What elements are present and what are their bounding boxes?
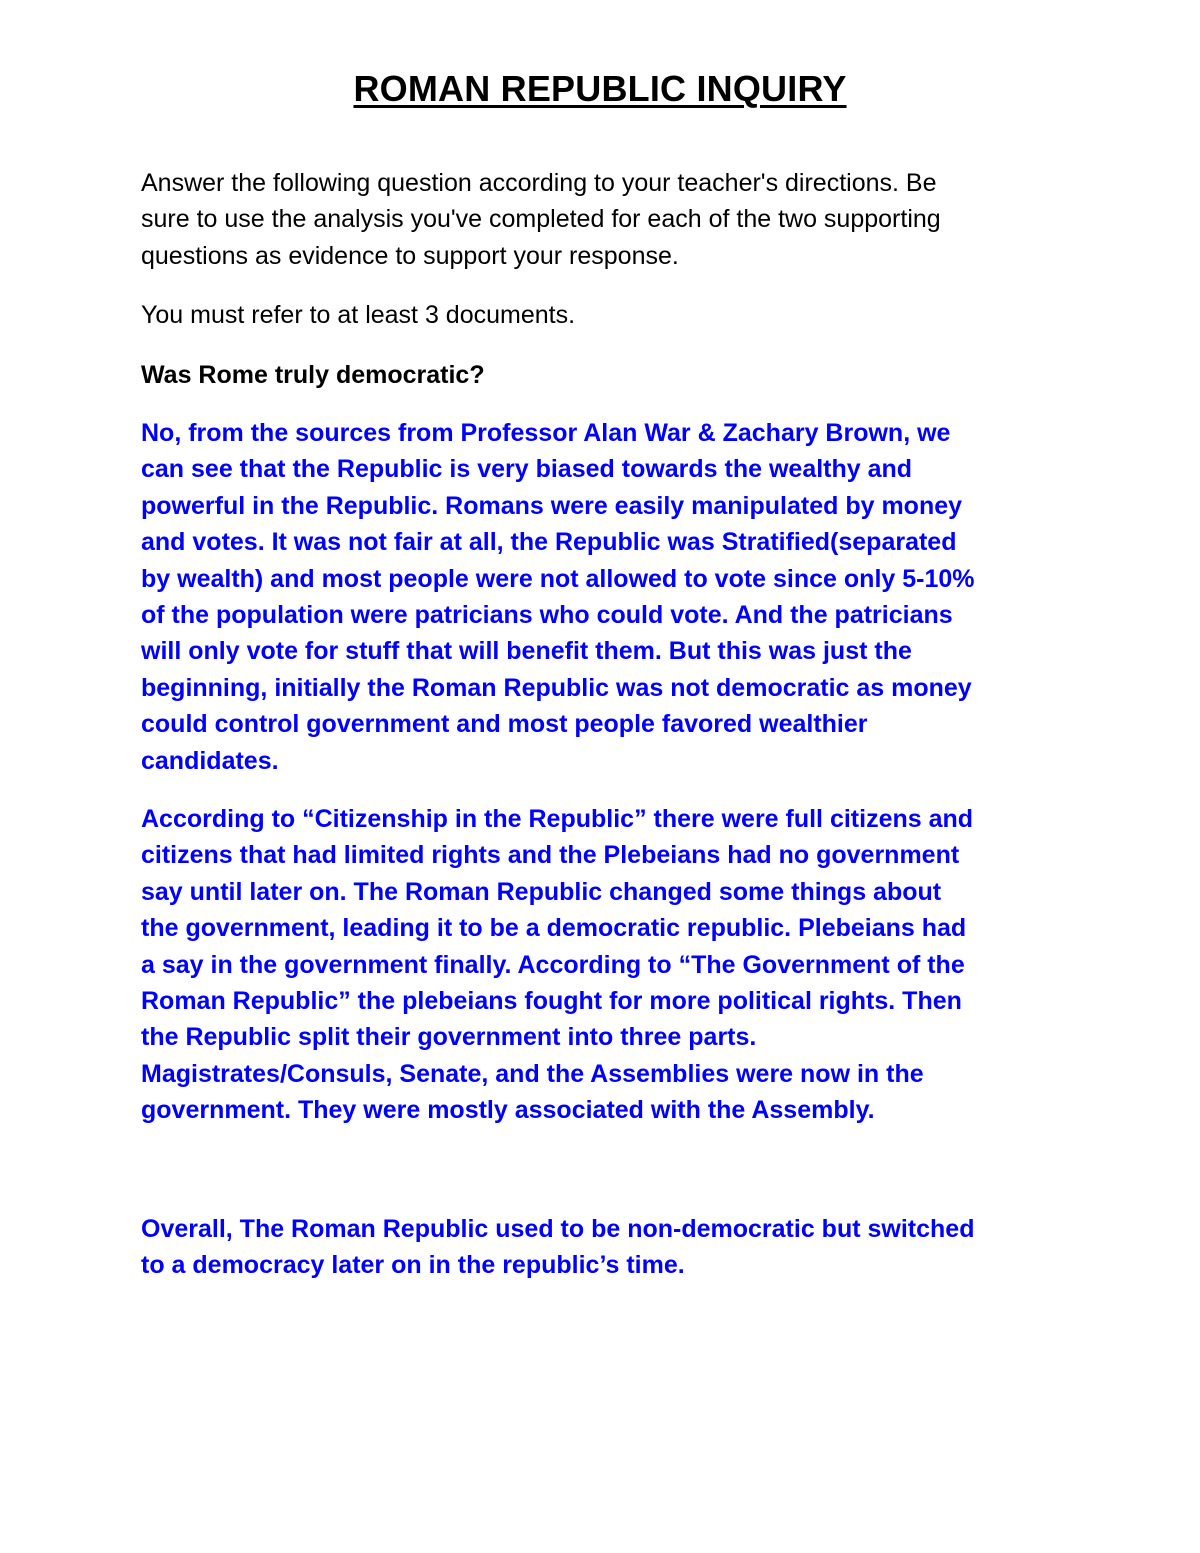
answer-line: citizens that had limited rights and the Plebeians had no government (141, 841, 960, 870)
answer-line: and votes. It was not fair at all, the Republic was Stratified(separated (141, 528, 957, 557)
answer-paragraph-1 (141, 415, 1071, 779)
answer-line: Roman Republic” the plebeians fought for more political rights. Then (141, 986, 962, 1015)
instructions-line: Answer the following question according to your teacher's directions. Be (141, 169, 937, 197)
answer-line: will only vote for stuff that will benefit them. But this was just the (141, 637, 912, 666)
instructions-line: sure to use the analysis you've completed for each of the two supporting (141, 205, 941, 234)
answer-line: the government, leading it to be a democratic republic. Plebeians had (141, 914, 967, 943)
answer-line: Magistrates/Consuls, Senate, and the Assemblies were now in the (141, 1059, 924, 1088)
instructions-line: questions as evidence to support your response. (141, 241, 679, 270)
answer-line: beginning, initially the Roman Republic was not democratic as money (141, 673, 972, 702)
answer-line: Overall, The Roman Republic used to be non-democratic but switched (141, 1215, 975, 1243)
answer-line: candidates. (141, 746, 279, 775)
answer-line: government. They were mostly associated with the Assembly. (141, 1096, 875, 1125)
answer-line: to a democracy later on in the republic’s time. (141, 1251, 685, 1280)
answer-line: could control government and most people favored wealthier (141, 710, 868, 739)
answer-line: say until later on. The Roman Republic changed some things about (141, 877, 942, 906)
answer-line: can see that the Republic is very biased towards the wealthy and (141, 455, 913, 484)
requirement-text: You must refer to at least 3 documents. (141, 301, 576, 329)
question-text: Was Rome truly democratic? (141, 361, 485, 389)
answer-line: powerful in the Republic. Romans were easily manipulated by money (141, 491, 963, 520)
answer-line: of the population were patricians who could vote. And the patricians (141, 600, 953, 629)
instructions-paragraph (141, 165, 1071, 274)
document-title: ROMAN REPUBLIC INQUIRY (353, 68, 847, 109)
answer-line: the Republic split their government into three parts. (141, 1023, 757, 1052)
answer-paragraph-3 (141, 1211, 1071, 1284)
answer-line: According to “Citizenship in the Republic” there were full citizens and (141, 805, 974, 833)
answer-line: No, from the sources from Professor Alan War & Zachary Brown, we (141, 419, 951, 447)
answer-line: by wealth) and most people were not allowed to vote since only 5-10% (141, 564, 975, 593)
answer-line: a say in the government finally. According to “The Government of the (141, 950, 965, 979)
answer-paragraph-2 (141, 801, 1071, 1129)
